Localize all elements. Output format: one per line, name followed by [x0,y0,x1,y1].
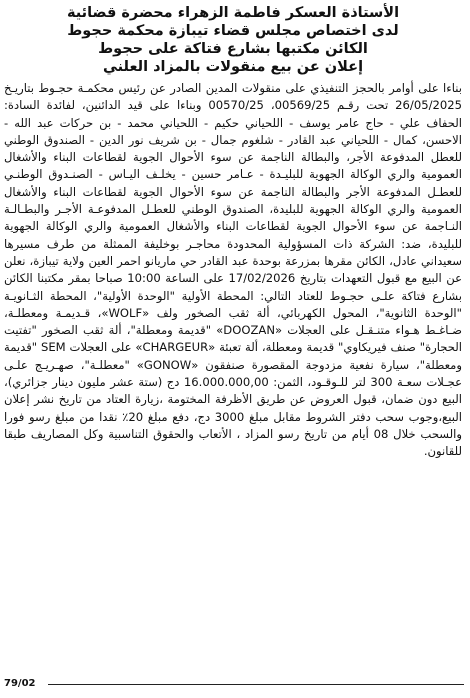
notice-body: بناءا على أوامر بالحجز التنفيذي على منقولات المدين الصادر عن رئيس محكمـة حجـوط بتاريـخ 26/05/2025 تحت رقـم 00569/25، 00570/25 وبناءا على قيد الدائنين، لفائدة السادة: الحفاف علي - حاج عامر يوسف - اللحياني حكيم - اللحياني محمد - بن حركات عبد الله - الاحسن، كمال - اللحياني عبد القادر - شلغوم جمال - بن شريف نور الدين - الصندوق الوطني للعطل المدفوعة الأجر، والبطالة الناجمة عن سوء الأحوال الجوية لقطاعات البناء والأشغال العمومية والري الوكالة الجهوية للبليـدة - عـامر حسين - يخلـف اليـاس - الصنـدوق الوطنـي للعطـل المدفوعة الأجر والبطالة الناجمة عن سوء الأحوال الجوية لقطاعات البناء والأشغال العمومية والري الوكالة الجهوية للبليدة، الصندوق الوطني للعطـل المدفوعـة الأجـر والبطـالـة النـاجمة عن سوء الأحوال الجوية لقطاعات البناء والأشغال العمومية والري الوكالة الجهوية للبليدة، ضد: الشركة ذات المسؤولية المحدودة محاجـر بوخليفة الممثلة من طرف مسيرها سعيداني عادل، الكائن مقرها بمزرعة بوحدة عبد القادر حي ماريانو احمر العين ولاية تيبازة، نعلن عن البيع مع قبول التعهدات بتاريخ 17/02/2026 على الساعة 10:00 صباحا بمقر مكتبنا الكائن بشارع فتاكة علـى حجـوط للعتاد التالي: المحطة الأولية "الوحدة الأولية"، المحطة الثـانويـة "الوحدة الثانوية"، المحول الكهربائي، ألة ثقب الصخور ولف «WOLF»، قـديمـة ومعطلـة، ضـاغـط هـواء متنـقـل على العجلات «DOOZAN» "قديمة ومعطلة"، ألة ثقب الصخور "تفتيت الحجارة" صنف فيريكاوي" قديمة ومعطلة، ألة تعبئة «CHARGEUR» على العجلات SEM "قديمة ومعطلة"، سيارة نفعية مزدوجة المقصورة صنفقون «GONOW» "معطلـة"، صهـريـج علـى عجـلات سعـة 300 لتر للـوقـود، الثمن: 16.000.000,00 دج (ستة عشر مليون دينار جزائري)، البيع دون ضمان، قبول العروض عن طريق الأظرفة المختومة ،زيارة العتاد من تاريخ نشر إعلان البيع،وجوب سحب دفتر الشروط مقابل مبلغ 3000 دج، دفع مبلغ 20٪ نقدا من مبلغ رسو فورا والسحب خلال 08 أيام من تاريخ رسو المزاد ، الأتعاب والحقوق التناسبية وكل المصاريف طبقا للقانون. [4,81,462,459]
notice-reference-code: 79/02 [4,678,36,689]
notice-title: إعلان عن بيع منقولات بالمزاد العلني [102,59,364,75]
notice-footer [2,676,464,694]
jurisdiction-heading: لدى اختصاص مجلس قضاء تيبازة محكمة حجوط [67,23,399,39]
footer-divider [48,684,464,685]
bailiff-name-heading: الأستاذة العسكر فاطمة الزهراء محضرة قضائية [66,5,400,21]
legal-notice [4,0,462,672]
office-address-heading: الكائن مكتبها بشارع فتاكة على حجوط [98,41,368,57]
